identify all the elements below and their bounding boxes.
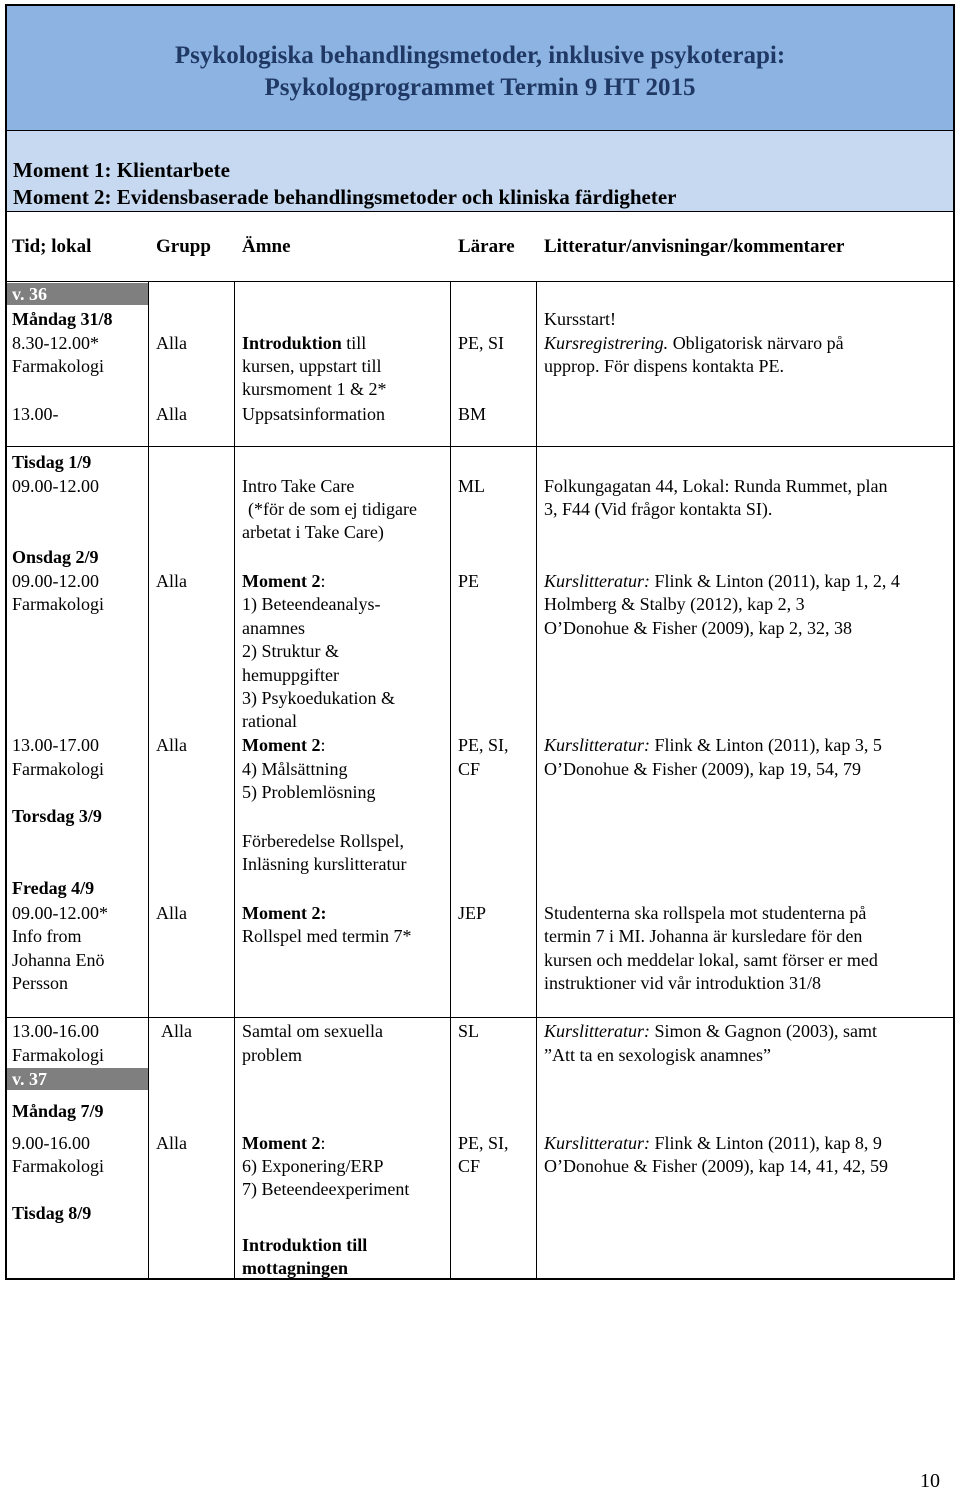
day-label: Tisdag 1/9 [12, 452, 92, 472]
header-litteratur: Litteratur/anvisningar/kommentarer [544, 236, 845, 257]
session-room: Farmakologi [12, 1045, 104, 1065]
day-label: Måndag 7/9 [12, 1101, 104, 1121]
literature-text: Simon & Gagnon (2003), samt [650, 1021, 878, 1041]
header-grupp: Grupp [156, 236, 211, 257]
session-subject-line: kursmoment 1 & 2* [242, 379, 387, 399]
session-time: 13.00-16.00 [12, 1021, 99, 1041]
session-subject-line: mottagningen [242, 1258, 349, 1278]
session-time: 13.00- [12, 404, 59, 424]
session-literature: Folkungagatan 44, Lokal: Runda Rummet, plan [544, 476, 888, 496]
literature-italic: Kurslitteratur: [544, 571, 651, 591]
session-literature-line: termin 7 i MI. Johanna är kursledare för den [544, 926, 863, 946]
session-subject-line: Rollspel med termin 7* [242, 926, 412, 946]
session-subject-line: Inläsning kurslitteratur [242, 854, 407, 874]
day-label: Torsdag 3/9 [12, 806, 102, 826]
col-divider [234, 281, 235, 1278]
session-time: 09.00-12.00 [12, 571, 99, 591]
col-divider [450, 281, 451, 1278]
col-divider [536, 281, 537, 1278]
subject-bold: Introduktion [242, 333, 342, 353]
session-literature-line: O’Donohue & Fisher (2009), kap 14, 41, 42, 59 [544, 1156, 888, 1176]
literature-text: Flink & Linton (2011), kap 3, 5 [650, 735, 882, 755]
session-group: Alla [156, 333, 187, 353]
page-number: 10 [920, 1470, 940, 1492]
subject-text: : [320, 735, 326, 755]
session-literature-line: upprop. För dispens kontakta PE. [544, 356, 784, 376]
literature-text: Obligatorisk närvaro på [668, 333, 844, 353]
session-subject-line: 4) Målsättning [242, 759, 348, 779]
session-subject-line: anamnes [242, 618, 305, 638]
session-teacher: JEP [458, 903, 487, 923]
session-group: Alla [156, 404, 187, 424]
session-teacher: PE, SI, [458, 1133, 509, 1153]
divider [5, 211, 955, 212]
col-divider [148, 281, 149, 1278]
subject-bold: Moment 2 [242, 571, 321, 591]
session-teacher: BM [458, 404, 487, 424]
session-room: Farmakologi [12, 1156, 104, 1176]
day-label: Måndag 31/8 [12, 309, 113, 329]
session-subject [242, 734, 326, 758]
session-group: Alla [156, 571, 187, 591]
week-label: v. 36 [12, 284, 48, 304]
session-time: 09.00-12.00 [12, 476, 99, 496]
session-literature: Studenterna ska rollspela mot studenterna på [544, 903, 867, 923]
session-literature-line: kursen och meddelar lokal, samt förser er med [544, 950, 878, 970]
session-subject: Förberedelse Rollspel, [242, 831, 404, 851]
session-room: Info from [12, 926, 82, 946]
course-start-note: Kursstart! [544, 309, 616, 329]
session-subject-line: problem [242, 1045, 302, 1065]
page-subtitle: Psykologprogrammet Termin 9 HT 2015 [264, 74, 696, 101]
subject-text: : [320, 571, 326, 591]
session-subject-line: 5) Problemlösning [242, 782, 376, 802]
literature-text: Flink & Linton (2011), kap 1, 2, 4 [650, 571, 900, 591]
subject-bold: Moment 2 [242, 735, 321, 755]
day-label: Tisdag 8/9 [12, 1203, 92, 1223]
header-tid: Tid; lokal [12, 236, 92, 257]
session-subject [242, 570, 326, 594]
session-teacher-line: CF [458, 759, 481, 779]
moment-1-title: Moment 1: Klientarbete [13, 158, 230, 182]
session-literature-line: ”Att ta en sexologisk anamnes” [544, 1045, 771, 1065]
session-room-line: Johanna Enö [12, 950, 105, 970]
session-group: Alla [156, 1133, 187, 1153]
session-subject: Moment 2: [242, 903, 327, 923]
session-teacher-line: CF [458, 1156, 481, 1176]
session-teacher: PE [458, 571, 480, 591]
session-subject-line: (*för de som ej tidigare [248, 499, 417, 519]
session-literature [544, 1020, 877, 1044]
literature-italic: Kurslitteratur: [544, 1133, 651, 1153]
literature-italic: Kursregistrering. [544, 333, 669, 353]
session-subject [242, 332, 366, 356]
session-subject-line: 1) Beteendeanalys- [242, 594, 381, 614]
session-subject-line: rational [242, 711, 297, 731]
week-label: v. 37 [12, 1069, 48, 1089]
session-subject: Uppsatsinformation [242, 404, 385, 424]
session-subject-line: 6) Exponering/ERP [242, 1156, 384, 1176]
session-teacher: PE, SI, [458, 735, 509, 755]
session-room-line: Persson [12, 973, 69, 993]
session-subject-line: 2) Struktur & [242, 641, 339, 661]
session-subject: Samtal om sexuella [242, 1021, 383, 1041]
session-time: 8.30-12.00* [12, 333, 99, 353]
header-amne: Ämne [242, 236, 291, 257]
session-literature-line: Holmberg & Stalby (2012), kap 2, 3 [544, 594, 805, 614]
session-room: Farmakologi [12, 759, 104, 779]
subject-bold: Moment 2 [242, 1133, 321, 1153]
session-literature-line: 3, F44 (Vid frågor kontakta SI). [544, 499, 773, 519]
session-time: 9.00-16.00 [12, 1133, 90, 1153]
literature-italic: Kurslitteratur: [544, 1021, 651, 1041]
session-subject-line: arbetat i Take Care) [242, 522, 384, 542]
session-teacher: ML [458, 476, 485, 496]
session-room: Farmakologi [12, 356, 104, 376]
session-room: Farmakologi [12, 594, 104, 614]
session-subject: Intro Take Care [242, 476, 355, 496]
session-subject-line: 7) Beteendeexperiment [242, 1179, 410, 1199]
session-literature-line: O’Donohue & Fisher (2009), kap 2, 32, 38 [544, 618, 852, 638]
divider [5, 130, 955, 131]
session-subject-line: kursen, uppstart till [242, 356, 382, 376]
session-group: Alla [156, 903, 187, 923]
session-teacher: PE, SI [458, 333, 505, 353]
subject-text: : [320, 1133, 326, 1153]
session-literature [544, 734, 882, 758]
session-group: Alla [156, 735, 187, 755]
session-literature [544, 570, 900, 594]
session-subject: Introduktion till [242, 1235, 368, 1255]
day-label: Onsdag 2/9 [12, 547, 99, 567]
day-label: Fredag 4/9 [12, 878, 95, 898]
session-subject-line: 3) Psykoedukation & [242, 688, 395, 708]
session-time: 09.00-12.00* [12, 903, 108, 923]
session-literature-line: O’Donohue & Fisher (2009), kap 19, 54, 79 [544, 759, 861, 779]
literature-text: Flink & Linton (2011), kap 8, 9 [650, 1133, 882, 1153]
subject-text: till [341, 333, 367, 353]
moment-2-title: Moment 2: Evidensbaserade behandlingsmetoder och kliniska färdigheter [13, 185, 677, 209]
session-literature-line: instruktioner vid vår introduktion 31/8 [544, 973, 821, 993]
session-teacher: SL [458, 1021, 480, 1041]
session-subject-line: hemuppgifter [242, 665, 339, 685]
page-title: Psykologiska behandlingsmetoder, inklusive psykoterapi: [174, 42, 786, 69]
header-larare: Lärare [458, 236, 515, 257]
session-literature [544, 1132, 882, 1156]
literature-italic: Kurslitteratur: [544, 735, 651, 755]
session-time: 13.00-17.00 [12, 735, 99, 755]
session-group: Alla [161, 1021, 192, 1041]
session-literature [544, 332, 844, 356]
session-subject [242, 1132, 326, 1156]
